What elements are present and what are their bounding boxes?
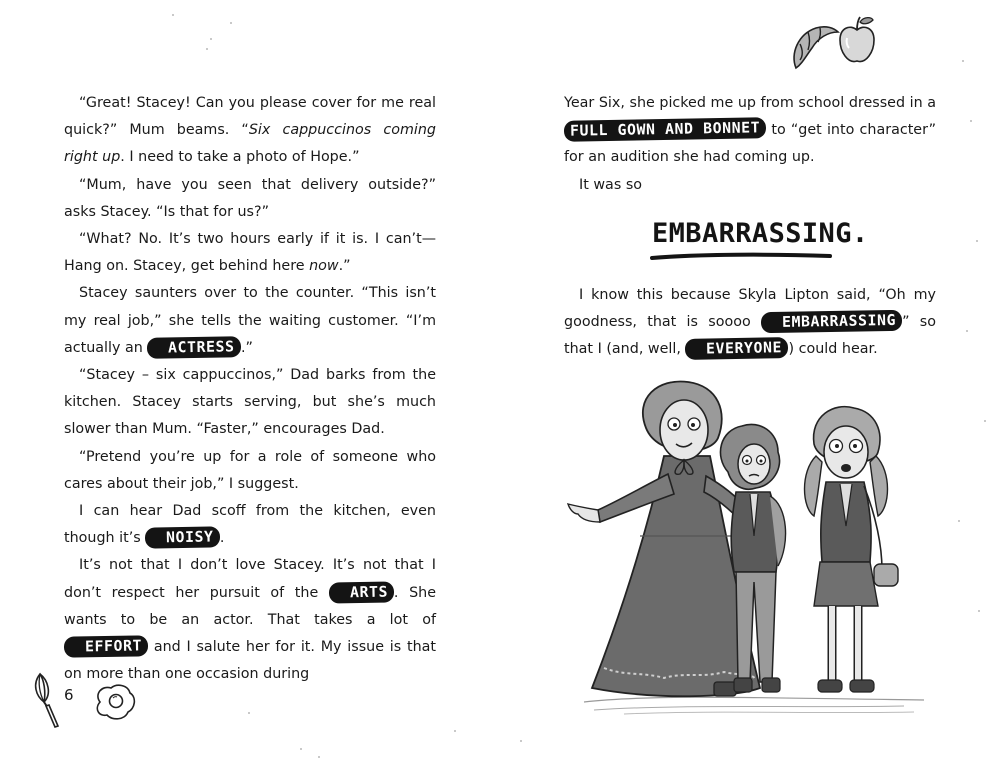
text-run: ) could hear. [788, 341, 878, 358]
italic-text: Six cappuccinos coming right up [64, 122, 436, 166]
text-run: ” so that I (and, well, [564, 314, 937, 358]
embarrassing-heading [652, 218, 869, 249]
text-run: It’s not that I don’t love Stacey. It’s not that I don’t respect her pursuit of the [64, 557, 436, 601]
text-run: to “get into character” for an audition she had coming up. [564, 122, 936, 166]
highlight-word: ARTS [329, 581, 394, 603]
right-page [500, 0, 1000, 767]
paragraph [564, 172, 936, 199]
text-run: It was so [579, 176, 643, 193]
left-page-text [64, 90, 436, 688]
highlight-word: EVERYONE [685, 338, 788, 361]
text-run: I can hear Dad scoff from the kitchen, even though it’s [64, 503, 436, 547]
italic-text: now [309, 258, 339, 275]
paragraph [64, 172, 436, 226]
heading-underline [650, 250, 836, 262]
paragraph [64, 362, 436, 444]
paragraph [64, 498, 436, 552]
right-page-text-top [564, 90, 936, 199]
right-page-text-bottom [564, 282, 936, 364]
text-run: . She wants to be an actor. That takes a lot of [64, 584, 436, 628]
text-run: “Pretend you’re up for a role of someone who cares about their job,” I suggest. [64, 448, 436, 492]
highlight-word: EFFORT [64, 635, 148, 657]
apple-icon [836, 14, 880, 68]
fried-egg-icon [92, 682, 138, 722]
paragraph [64, 90, 436, 172]
text-run: .” [240, 339, 253, 356]
highlight-word: ACTRESS [147, 336, 241, 359]
paragraph [64, 226, 436, 280]
text-run: . [219, 530, 225, 547]
text-run: .” [338, 258, 351, 275]
embarrassing-punct: . [851, 218, 869, 249]
text-run: Stacey saunters over to the counter. “This isn’t my real job,” she tells the waiting customer. “I’m actually an [64, 285, 436, 356]
text-run: “What? No. It’s two hours early if it is. I can’t— Hang on. Stacey, get behind here [64, 231, 436, 275]
stacey-in-gown-illustration [564, 376, 944, 721]
text-run: “Mum, have you seen that delivery outside?” asks Stacey. “Is that for us?” [64, 176, 436, 220]
paragraph [564, 282, 936, 364]
page-number: 6 [64, 686, 74, 704]
text-run: and I salute her for it. My issue is that on more than one occasion during [64, 639, 436, 683]
highlight-word: NOISY [145, 527, 220, 549]
text-run: “Great! Stacey! Can you please cover for me real quick?” Mum beams. “ [64, 95, 436, 139]
embarrassing-word: EMBARRASSING [652, 218, 852, 249]
paragraph [64, 552, 436, 688]
text-run: “Stacey – six cappuccinos,” Dad barks from the kitchen. Stacey starts serving, but she’s much slower than Mum. “Faster,” encourages Dad. [64, 367, 436, 438]
paragraph [64, 444, 436, 498]
highlight-word: EMBARRASSING [761, 310, 902, 333]
text-run: . I need to take a photo of Hope.” [120, 149, 360, 166]
highlight-word: FULL GOWN AND BONNET [564, 117, 767, 142]
paragraph [564, 90, 936, 172]
text-run: Year Six, she picked me up from school dressed in a [564, 95, 936, 111]
paragraph [64, 280, 436, 362]
text-run: I know this because Skyla Lipton said, “Oh my goodness, that is soooo [564, 287, 936, 331]
